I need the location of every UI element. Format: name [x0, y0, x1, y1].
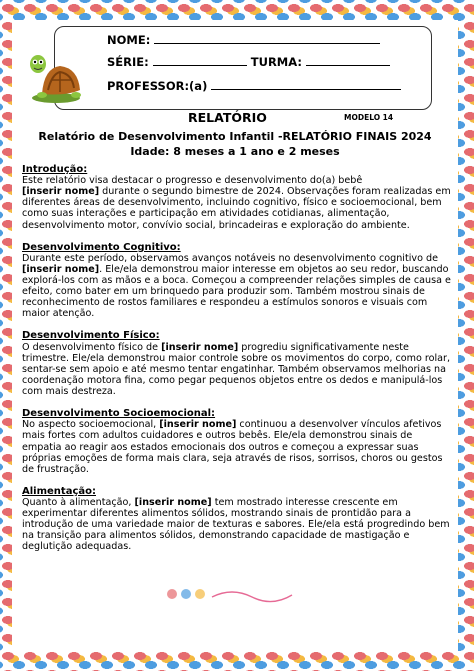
serie-blank[interactable] [153, 55, 247, 66]
section-fisico [22, 330, 452, 397]
section-text: Durante este período, observamos avanços notáveis no desenvolvimento cognitivo de [inserir nome]. Ele/ela demonstrou maior interesse em objetos ao seu redor, buscando explorá-los com as mãos e a boca. Começou a compreender relações simples de causa e efeito, como bater em um brinquedo para produzir som. Também mostrou sinais de reconhecimento de rostos familiares e respondeu a estímulos sonoros e visuais com maior atenção. [22, 252, 451, 320]
nome-field[interactable] [107, 33, 380, 47]
section-heading: Desenvolvimento Físico: [22, 330, 160, 342]
nome-blank[interactable] [154, 33, 380, 44]
section-heading: Alimentação: [22, 485, 96, 497]
section-heading: Introdução: [22, 164, 88, 175]
report-title-row [12, 110, 458, 124]
professor-label: PROFESSOR:(a) [107, 79, 208, 93]
report-body [22, 164, 452, 563]
section-alimentacao [22, 486, 452, 553]
section-cognitivo [22, 242, 452, 320]
name-placeholder[interactable]: [inserir nome] [161, 341, 239, 353]
serie-label: SÉRIE: [107, 55, 149, 69]
section-text: Este relatório visa destacar o progresso e desenvolvimento do(a) bebê [inserir nome] durante o segundo bimestre de 2024. Observações foram realizadas em diferentes áreas de desenvolvimento, incluindo cognitivo, físico e socioemocional, bem como suas interações e participação em atividades cotidianas, alimentação, desenvolvimento motor, convívio social, brincadeiras e exploração do ambiente. [22, 175, 451, 231]
nome-label: NOME: [107, 33, 151, 47]
section-heading: Desenvolvimento Cognitivo: [22, 241, 181, 253]
report-page [12, 20, 458, 652]
name-placeholder[interactable]: [inserir nome] [22, 263, 100, 275]
watermark-logo [162, 585, 302, 603]
turma-label: TURMA: [250, 55, 302, 69]
section-introducao [22, 164, 452, 231]
section-socioemocional [22, 408, 452, 475]
report-title: RELATÓRIO [188, 110, 267, 125]
age-range: Idade: 8 meses a 1 ano e 2 meses [130, 145, 340, 158]
turtle-icon [26, 46, 86, 106]
professor-field[interactable] [107, 79, 401, 93]
report-subtitle: Relatório de Desenvolvimento Infantil -RELATÓRIO FINAIS 2024 [38, 130, 432, 143]
section-heading: Desenvolvimento Socioemocional: [22, 408, 216, 420]
section-text: No aspecto socioemocional, [inserir nome] continuou a desenvolver vínculos afetivos mais fortes com adultos cuidadores e outros bebês. Ele/ela demonstrou sinais de empatia ao reagir aos estados emocionais dos outros e começou a expressar suas próprias emoções de forma mais clara, seja através de risos, sorrisos, choros ou gestos de frustração. [22, 419, 443, 475]
model-label: MODELO 14 [344, 113, 394, 122]
section-text: O desenvolvimento físico de [inserir nome] progrediu significativamente neste trimestre. Ele/ela demonstrou maior controle sobre os movimentos do corpo, como rolar, sentar-se sem apoio e até mesmo tentar engatinhar. Também observamos melhorias na coordenação motora fina, como pegar pequenos objetos entre os dedos e manipulá-los com mais destreza. [22, 341, 451, 398]
section-text: Quanto à alimentação, [inserir nome] tem mostrado interesse crescente em experimentar diferentes alimentos sólidos, mostrando sinais de prontidão para a introdução de uma variedade maior de texturas e sabores. Ele/ela está progredindo bem na transição para alimentos sólidos, demonstrando capacidade de mastigação e deglutição adequadas. [22, 496, 450, 553]
turma-blank[interactable] [306, 55, 390, 66]
serie-turma-row [107, 55, 390, 69]
name-placeholder[interactable]: [inserir nome] [134, 496, 212, 508]
professor-blank[interactable] [211, 79, 401, 90]
name-placeholder[interactable]: [inserir nome] [159, 419, 237, 431]
name-placeholder[interactable]: [inserir nome] [22, 186, 100, 198]
student-info-box [54, 26, 432, 110]
